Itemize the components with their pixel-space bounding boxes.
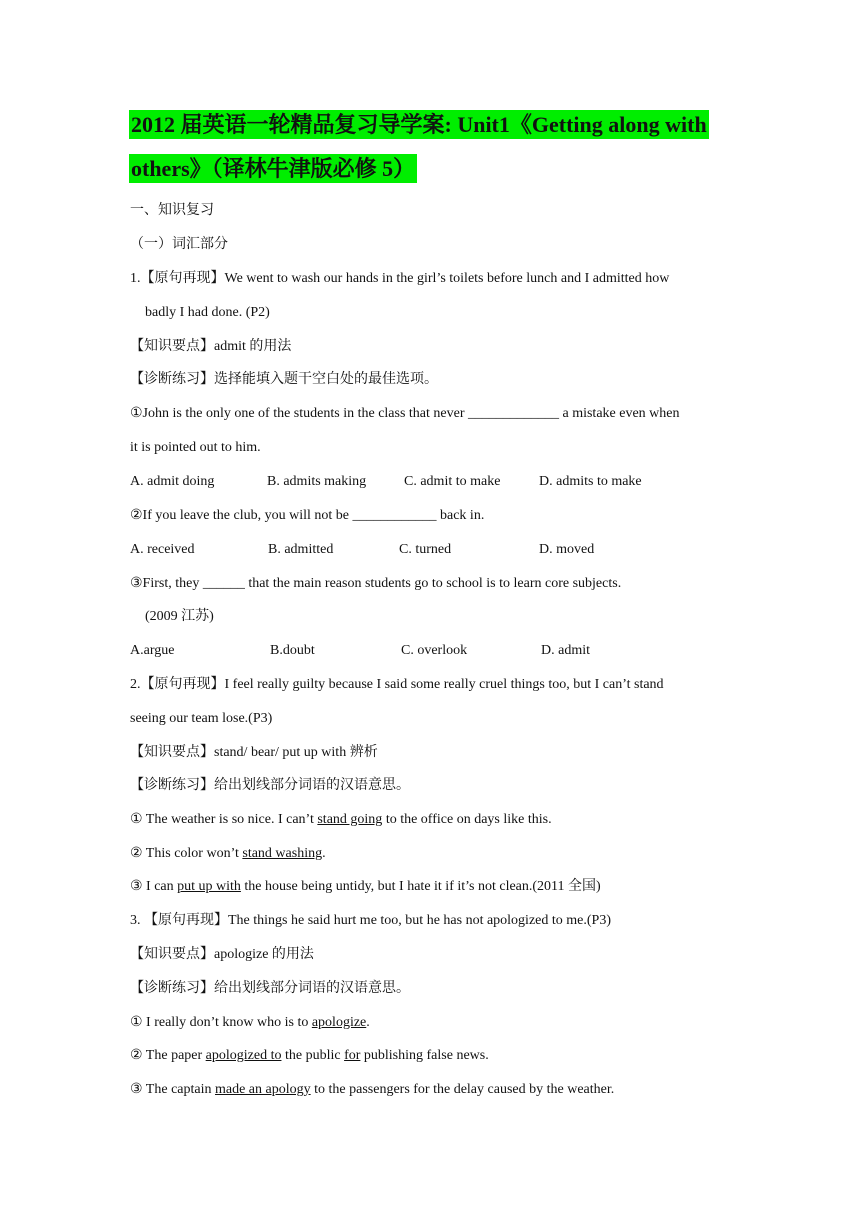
text: the public (281, 1048, 345, 1063)
item3-practice-instruction: 【诊断练习】给出划线部分词语的汉语意思。 (130, 981, 410, 996)
text: publishing false news. (360, 1048, 489, 1063)
item1-original-sentence-cont: badly I had done. (P2) (145, 305, 270, 320)
item2-original-sentence: 2.【原句再现】I feel really guilty because I said some really cruel things too, but I can’t stand (130, 677, 664, 692)
underlined-phrase: stand going (317, 812, 383, 827)
option-c: C. admit to make (404, 474, 501, 489)
section-heading-vocabulary: （一）词汇部分 (130, 237, 228, 252)
option-a: A. received (130, 542, 195, 557)
text: the house being untidy, but I hate it if it’s not clean.(2011 全国) (240, 879, 601, 894)
option-d: D. moved (539, 542, 595, 557)
document-title (129, 103, 737, 191)
title-line-1: 2012 届英语一轮精品复习导学案: Unit1《Getting along with (131, 112, 707, 137)
text: ③ The captain (130, 1082, 215, 1097)
item2-sentence-2 (130, 844, 326, 864)
option-b: B. admits making (267, 474, 367, 489)
text: ② The paper (130, 1048, 206, 1063)
item2-sentence-3 (130, 877, 601, 897)
item1-question-1: ①John is the only one of the students in the class that never _____________ a mistake even when (130, 406, 680, 421)
text: ② This color won’t (130, 846, 243, 861)
item1-question-2-options (130, 540, 730, 560)
text: to the office on days like this. (382, 812, 552, 827)
item1-question-2: ②If you leave the club, you will not be ____________ back in. (130, 508, 485, 523)
option-a: A.argue (130, 643, 175, 658)
item1-original-sentence: 1.【原句再现】We went to wash our hands in the girl’s toilets before lunch and I admitted how (130, 271, 670, 286)
item1-question-1-cont: it is pointed out to him. (130, 440, 261, 455)
item1-practice-instruction: 【诊断练习】选择能填入题干空白处的最佳选项。 (130, 372, 438, 387)
title-line-2: others》（译林牛津版必修 5） (131, 156, 416, 181)
option-c: C. turned (399, 542, 452, 557)
item1-question-3: ③First, they ______ that the main reason students go to school is to learn core subjects. (130, 576, 622, 591)
text: . (322, 846, 326, 861)
section-heading-knowledge-review: 一、知识复习 (130, 203, 214, 218)
text: to the passengers for the delay caused by the weather. (310, 1082, 615, 1097)
option-a: A. admit doing (130, 474, 215, 489)
option-c: C. overlook (401, 643, 468, 658)
text: ① The weather is so nice. I can’t (130, 812, 318, 827)
item2-sentence-1 (130, 810, 552, 830)
item1-question-3-source: (2009 江苏) (145, 609, 214, 624)
underlined-phrase: put up with (177, 879, 241, 894)
underlined-phrase: apologize (311, 1015, 367, 1030)
text: ③ I can (130, 879, 178, 894)
item2-practice-instruction: 【诊断练习】给出划线部分词语的汉语意思。 (130, 778, 410, 793)
option-d: D. admits to make (539, 474, 642, 489)
text: ① I really don’t know who is to (130, 1015, 312, 1030)
item1-question-3-options (130, 641, 730, 661)
text: . (366, 1015, 370, 1030)
underlined-phrase: stand washing (242, 846, 323, 861)
option-b: B. admitted (268, 542, 334, 557)
underlined-phrase: apologized to (205, 1048, 282, 1063)
item3-sentence-1 (130, 1013, 370, 1033)
item3-sentence-3 (130, 1080, 614, 1100)
item3-original-sentence: 3. 【原句再现】The things he said hurt me too, but he has not apologized to me.(P3) (130, 913, 611, 928)
item3-sentence-2 (130, 1046, 489, 1066)
underlined-phrase: made an apology (214, 1082, 311, 1097)
item1-question-1-options (130, 472, 730, 492)
item2-knowledge-point: 【知识要点】stand/ bear/ put up with 辨析 (130, 745, 378, 760)
item1-knowledge-point: 【知识要点】admit 的用法 (130, 339, 292, 354)
option-d: D. admit (541, 643, 590, 658)
item2-original-sentence-cont: seeing our team lose.(P3) (130, 711, 273, 726)
item3-knowledge-point: 【知识要点】apologize 的用法 (130, 947, 314, 962)
underlined-phrase: for (344, 1048, 361, 1063)
option-b: B.doubt (270, 643, 315, 658)
